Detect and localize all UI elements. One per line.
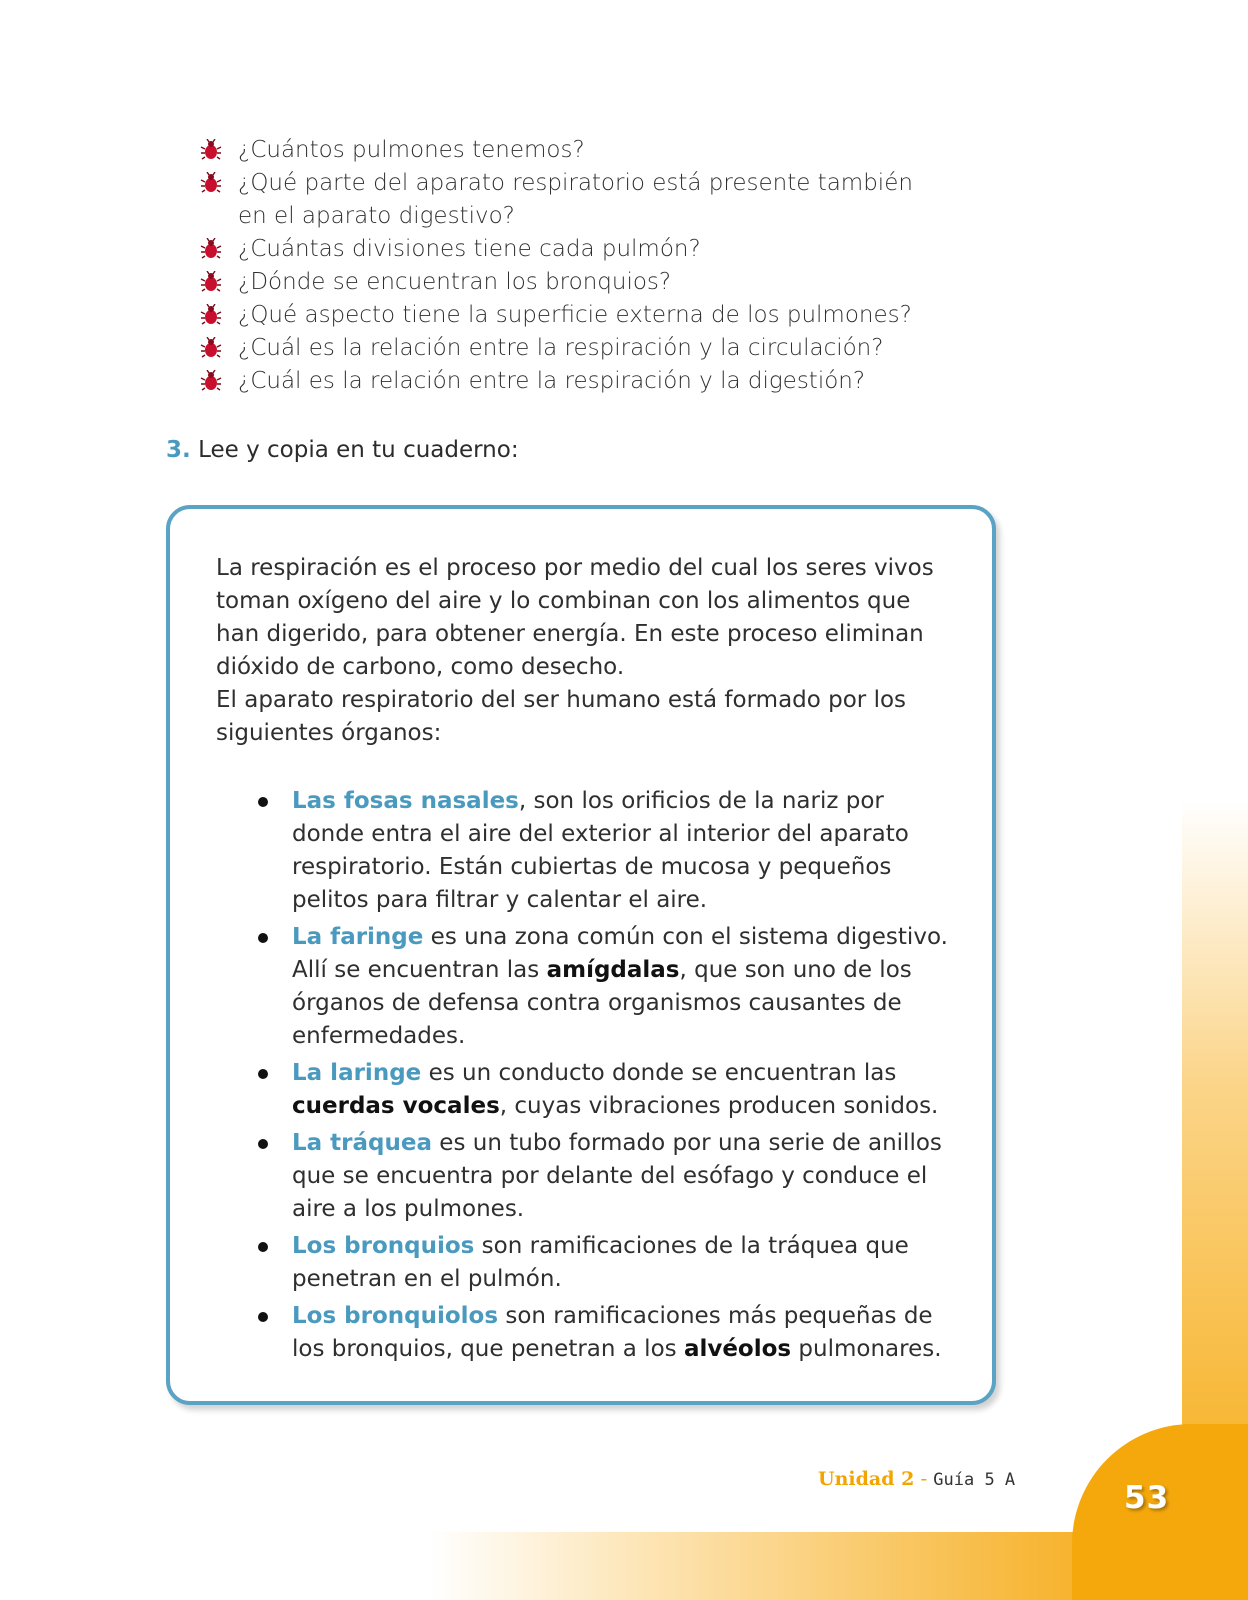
organ-description: , que son uno de los órganos de defensa contra organismos causantes de enfermedades. bbox=[292, 957, 912, 1049]
organ-list bbox=[258, 785, 958, 1370]
ladybug-bullet-icon bbox=[200, 271, 222, 293]
question-list bbox=[200, 134, 940, 398]
question-text: ¿Qué aspecto tiene la superficie externa de los pulmones? bbox=[238, 302, 912, 328]
list-item bbox=[200, 332, 940, 365]
ladybug-bullet-icon bbox=[200, 139, 222, 161]
organ-term: La faringe bbox=[292, 924, 424, 950]
paragraph: El aparato respiratorio del ser humano está formado por los siguientes órganos: bbox=[216, 687, 907, 746]
intro-text bbox=[216, 552, 946, 750]
list-item bbox=[258, 785, 958, 917]
unit-label: Unidad 2 bbox=[818, 1468, 915, 1490]
question-text: ¿Cuál es la relación entre la respiración y la circulación? bbox=[238, 335, 884, 361]
list-item bbox=[200, 299, 940, 332]
page-footer bbox=[818, 1468, 1015, 1490]
question-text: ¿Cuántos pulmones tenemos? bbox=[238, 137, 585, 163]
step-number: 3. bbox=[166, 437, 191, 463]
organ-description: es una zona común con el sistema digestivo. Allí se encuentran las bbox=[292, 924, 948, 983]
question-text: ¿Cuál es la relación entre la respiración y la digestión? bbox=[238, 368, 866, 394]
list-item bbox=[258, 1127, 958, 1226]
page-number: 53 bbox=[1124, 1480, 1170, 1516]
list-item bbox=[200, 167, 940, 233]
list-item bbox=[200, 233, 940, 266]
step-text: Lee y copia en tu cuaderno: bbox=[198, 437, 519, 463]
question-text: ¿Qué parte del aparato respiratorio está presente también en el aparato digestivo? bbox=[238, 170, 913, 229]
organ-term: La laringe bbox=[292, 1060, 422, 1086]
bold-term: alvéolos bbox=[683, 1336, 792, 1362]
list-item bbox=[258, 1300, 958, 1366]
organ-description: es un conducto donde se encuentran las bbox=[421, 1060, 897, 1086]
organ-description: son ramificaciones de la tráquea que penetran en el pulmón. bbox=[292, 1233, 909, 1292]
list-item bbox=[200, 266, 940, 299]
bold-term: amígdalas bbox=[546, 957, 680, 983]
question-text: ¿Cuántas divisiones tiene cada pulmón? bbox=[238, 236, 701, 262]
ladybug-bullet-icon bbox=[200, 238, 222, 260]
bold-term: cuerdas vocales bbox=[292, 1093, 500, 1119]
ladybug-bullet-icon bbox=[200, 337, 222, 359]
list-item bbox=[258, 1230, 958, 1296]
list-item bbox=[258, 1057, 958, 1123]
organ-term: Los bronquios bbox=[292, 1233, 475, 1259]
organ-description: son ramificaciones más pequeñas de los bronquios, que penetran a los bbox=[292, 1303, 933, 1362]
list-item bbox=[200, 134, 940, 167]
footer-separator: - bbox=[914, 1468, 934, 1490]
guide-label: Guía 5 A bbox=[933, 1470, 1016, 1490]
organ-description: , son los orificios de la nariz por donde entra el aire del exterior al interior del aparato respiratorio. Están cubiertas de mucosa y pequeños pelitos para filtrar y calentar el aire. bbox=[292, 788, 909, 913]
list-item bbox=[200, 365, 940, 398]
organ-term: La tráquea bbox=[292, 1130, 432, 1156]
organ-description: es un tubo formado por una serie de anillos que se encuentra por delante del esófago y conduce el aire a los pulmones. bbox=[292, 1130, 942, 1222]
organ-description: , cuyas vibraciones producen sonidos. bbox=[499, 1093, 939, 1119]
organ-term: Los bronquiolos bbox=[292, 1303, 499, 1329]
paragraph: La respiración es el proceso por medio del cual los seres vivos toman oxígeno del aire y lo combinan con los alimentos que han digerido, para obtener energía. En este proceso eliminan dióxido de carbono, como desecho. bbox=[216, 555, 934, 680]
question-text: ¿Dónde se encuentran los bronquios? bbox=[238, 269, 672, 295]
organ-description: pulmonares. bbox=[791, 1336, 942, 1362]
list-item bbox=[258, 921, 958, 1053]
ladybug-bullet-icon bbox=[200, 304, 222, 326]
organ-term: Las fosas nasales bbox=[292, 788, 519, 814]
ladybug-bullet-icon bbox=[200, 370, 222, 392]
step-instruction bbox=[166, 434, 519, 467]
ladybug-bullet-icon bbox=[200, 172, 222, 194]
